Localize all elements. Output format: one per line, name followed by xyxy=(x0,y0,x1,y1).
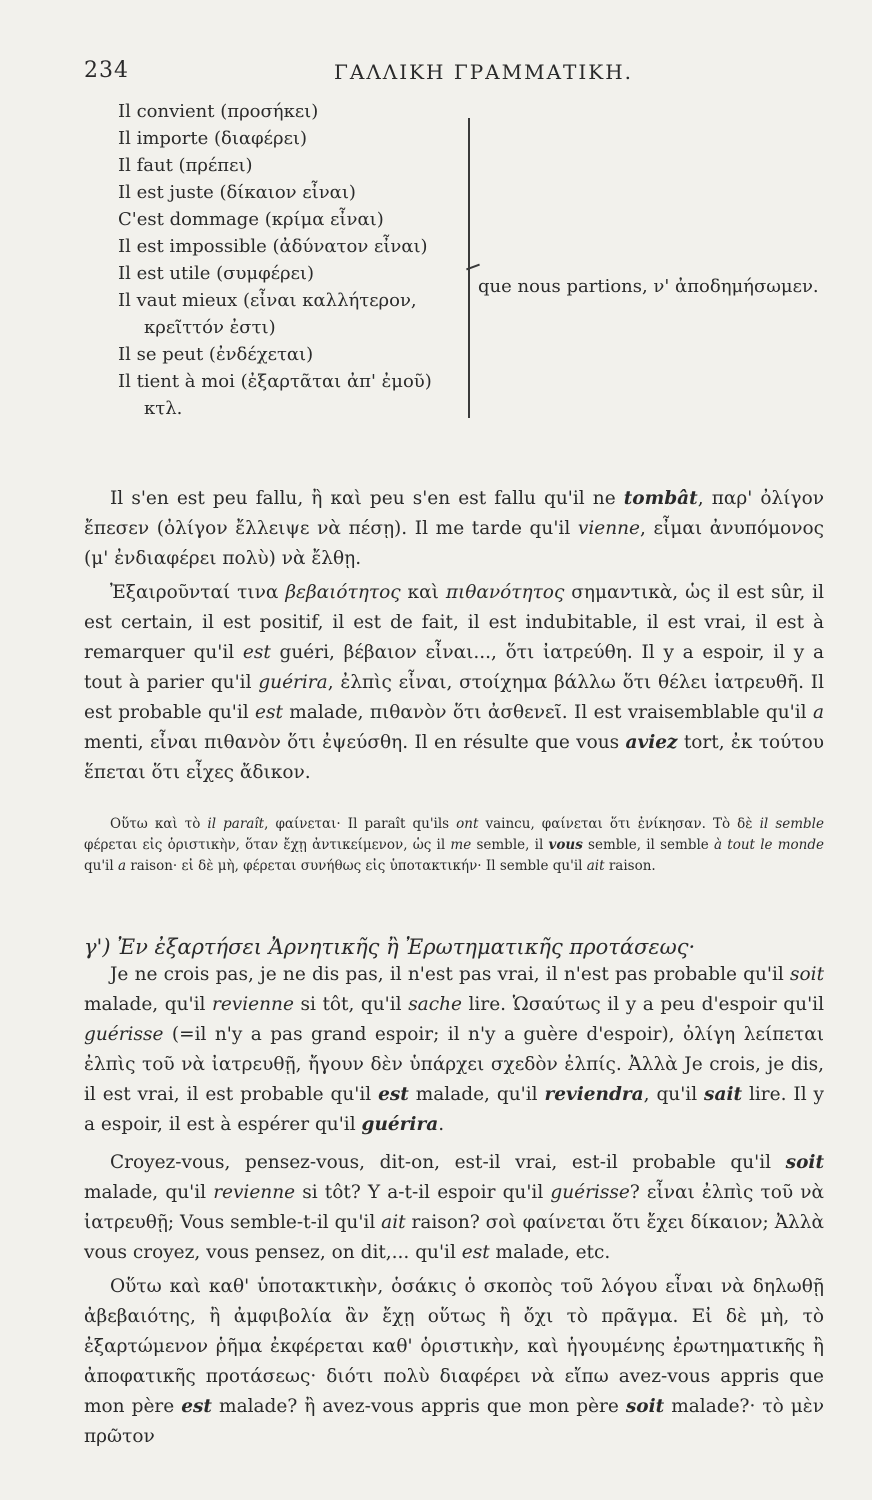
paragraph-certainty: Ἐξαιροῦνταί τινα βεβαιότητος καὶ πιθανότητος σημαντικὰ, ὡς il est sûr, il est certain, il est positif, il est de fait, il est indubitable, il est vrai, il est à remarquer qu'il est guéri, βέβαιον εἶναι..., ὅτι ἰατρεύθη. Il y a espoir, il y a tout à parier qu'il guérira, ἐλπὶς εἶναι, στοίχημα βάλλω ὅτι θέλει ἰατρευθῆ. Il est probable qu'il est malade, πιθανὸν ὅτι ἀσθενεῖ. Il est vraisemblable qu'il a menti, εἶναι πιθανὸν ὅτι ἐψεύσθη. Il en résulte que vous aviez tort, ἐκ τούτου ἕπεται ὅτι εἶχες ἄδικον. xyxy=(84,582,824,783)
paragraph-interrogative: Croyez-vous, pensez-vous, dit-on, est-il vrai, est-il probable qu'il soit malade, qu'il revienne si tôt? Y a-t-il espoir qu'il guérisse? εἶναι ἐλπὶς τοῦ νὰ ἰατρευθῇ; Vous semble-t-il qu'il ait raison? σοὶ φαίνεται ὅτι ἔχει δίκαιον; Ἀλλὰ vous croyez, vous pensez, on dit,... qu'il est malade, etc. xyxy=(84,1152,824,1263)
list-item: Il faut (πρέπει) xyxy=(118,155,253,176)
paragraph-negative: Je ne crois pas, je ne dis pas, il n'est pas vrai, il n'est pas probable qu'il soit malade, qu'il revienne si tôt, qu'il sache lire. Ὡσαύτως il y a peu d'espoir qu'il guérisse (=il n'y a pas grand espoir; il n'y a guère d'espoir), ὀλίγη λείπεται ἐλπὶς τοῦ νὰ ἰατρευθῇ, ἤγουν δὲν ὑπάρχει σχεδὸν ἐλπίς. Ἀλλὰ Je crois, je dis, il est vrai, il est probable qu'il est malade, qu'il reviendra, qu'il sait lire. Il y a espoir, il est à espérer qu'il guérira. xyxy=(84,964,824,1135)
list-item: C'est dommage (κρίμα εἶναι) xyxy=(118,209,384,230)
list-item: Il convient (προσήκει) xyxy=(118,101,319,122)
list-etc: κτλ. xyxy=(144,398,183,419)
list-item: Il se peut (ἐνδέχεται) xyxy=(118,344,314,365)
impersonal-verbs-list xyxy=(118,98,432,422)
footnote-il-paraît: Οὕτω καὶ τὸ il paraît, φαίνεται· Il paraît qu'ils ont vaincu, φαίνεται ὅτι ἐνίκησαν. Τὸ δὲ il semble φέρεται εἰς ὁριστικὴν, ὅταν ἔχῃ ἀντικείμενον, ὡς il me semble, il vous semble, il semble à tout le monde qu'il a raison· εἰ δὲ μὴ, φέρεται συνήθως εἰς ὑποτακτικήν· Il semble qu'il ait raison. xyxy=(84,816,825,874)
list-item: Il est utile (συμφέρει) xyxy=(118,263,315,284)
paragraph-subjunctive: Οὕτω καὶ καθ' ὑποτακτικὴν, ὁσάκις ὁ σκοπὸς τοῦ λόγου εἶναι νὰ δηλωθῇ ἀβεβαιότης, ἢ ἀμφιβολία ἂν ἔχῃ οὕτως ἢ ὄχι τὸ πρᾶγμα. Εἰ δὲ μὴ, τὸ ἐξαρτώμενον ῥῆμα ἐκφέρεται καθ' ὁριστικὴν, καὶ ἡγουμένης ἐρωτηματικῆς ἢ ἀποφατικῆς προτάσεως· διότι πολὺ διαφέρει νὰ εἴπω avez-vous appris que mon père est malade? ἢ avez-vous appris que mon père soit malade?· τὸ μὲν πρῶτον xyxy=(84,1276,824,1447)
list-item: Il est juste (δίκαιον εἶναι) xyxy=(118,182,356,203)
list-item: Il importe (διαφέρει) xyxy=(118,128,307,149)
list-completion: que nous partions, ν' ἀποδημήσωμεν. xyxy=(478,276,819,297)
page-number: 234 xyxy=(84,58,129,83)
list-item: Il tient à moi (ἐξαρτᾶται ἀπ' ἐμοῦ) xyxy=(118,371,432,392)
page-header xyxy=(84,58,824,88)
section-heading: γ') Ἐν ἐξαρτήσει Ἀρνητικῆς ἢ Ἐρωτηματικῆς προτάσεως· xyxy=(84,935,696,959)
list-item: Il vaut mieux (εἶναι καλλήτερον, xyxy=(118,290,417,311)
running-title: ΓΑΛΛΙΚΗ ΓΡΑΜΜΑΤΙΚΗ. xyxy=(334,60,634,84)
list-item-continuation: κρεῖττόν ἐστι) xyxy=(144,317,276,338)
list-item: Il est impossible (ἀδύνατον εἶναι) xyxy=(118,236,428,257)
paragraph-fallu: Il s'en est peu fallu, ἢ καὶ peu s'en est fallu qu'il ne tombât, παρ' ὀλίγον ἔπεσεν (ὀλίγον ἔλλειψε νὰ πέσῃ). Il me tarde qu'il vienne, εἶμαι ἀνυπόμονος (μ' ἐνδιαφέρει πολὺ) νὰ ἔλθῃ. xyxy=(84,488,824,569)
